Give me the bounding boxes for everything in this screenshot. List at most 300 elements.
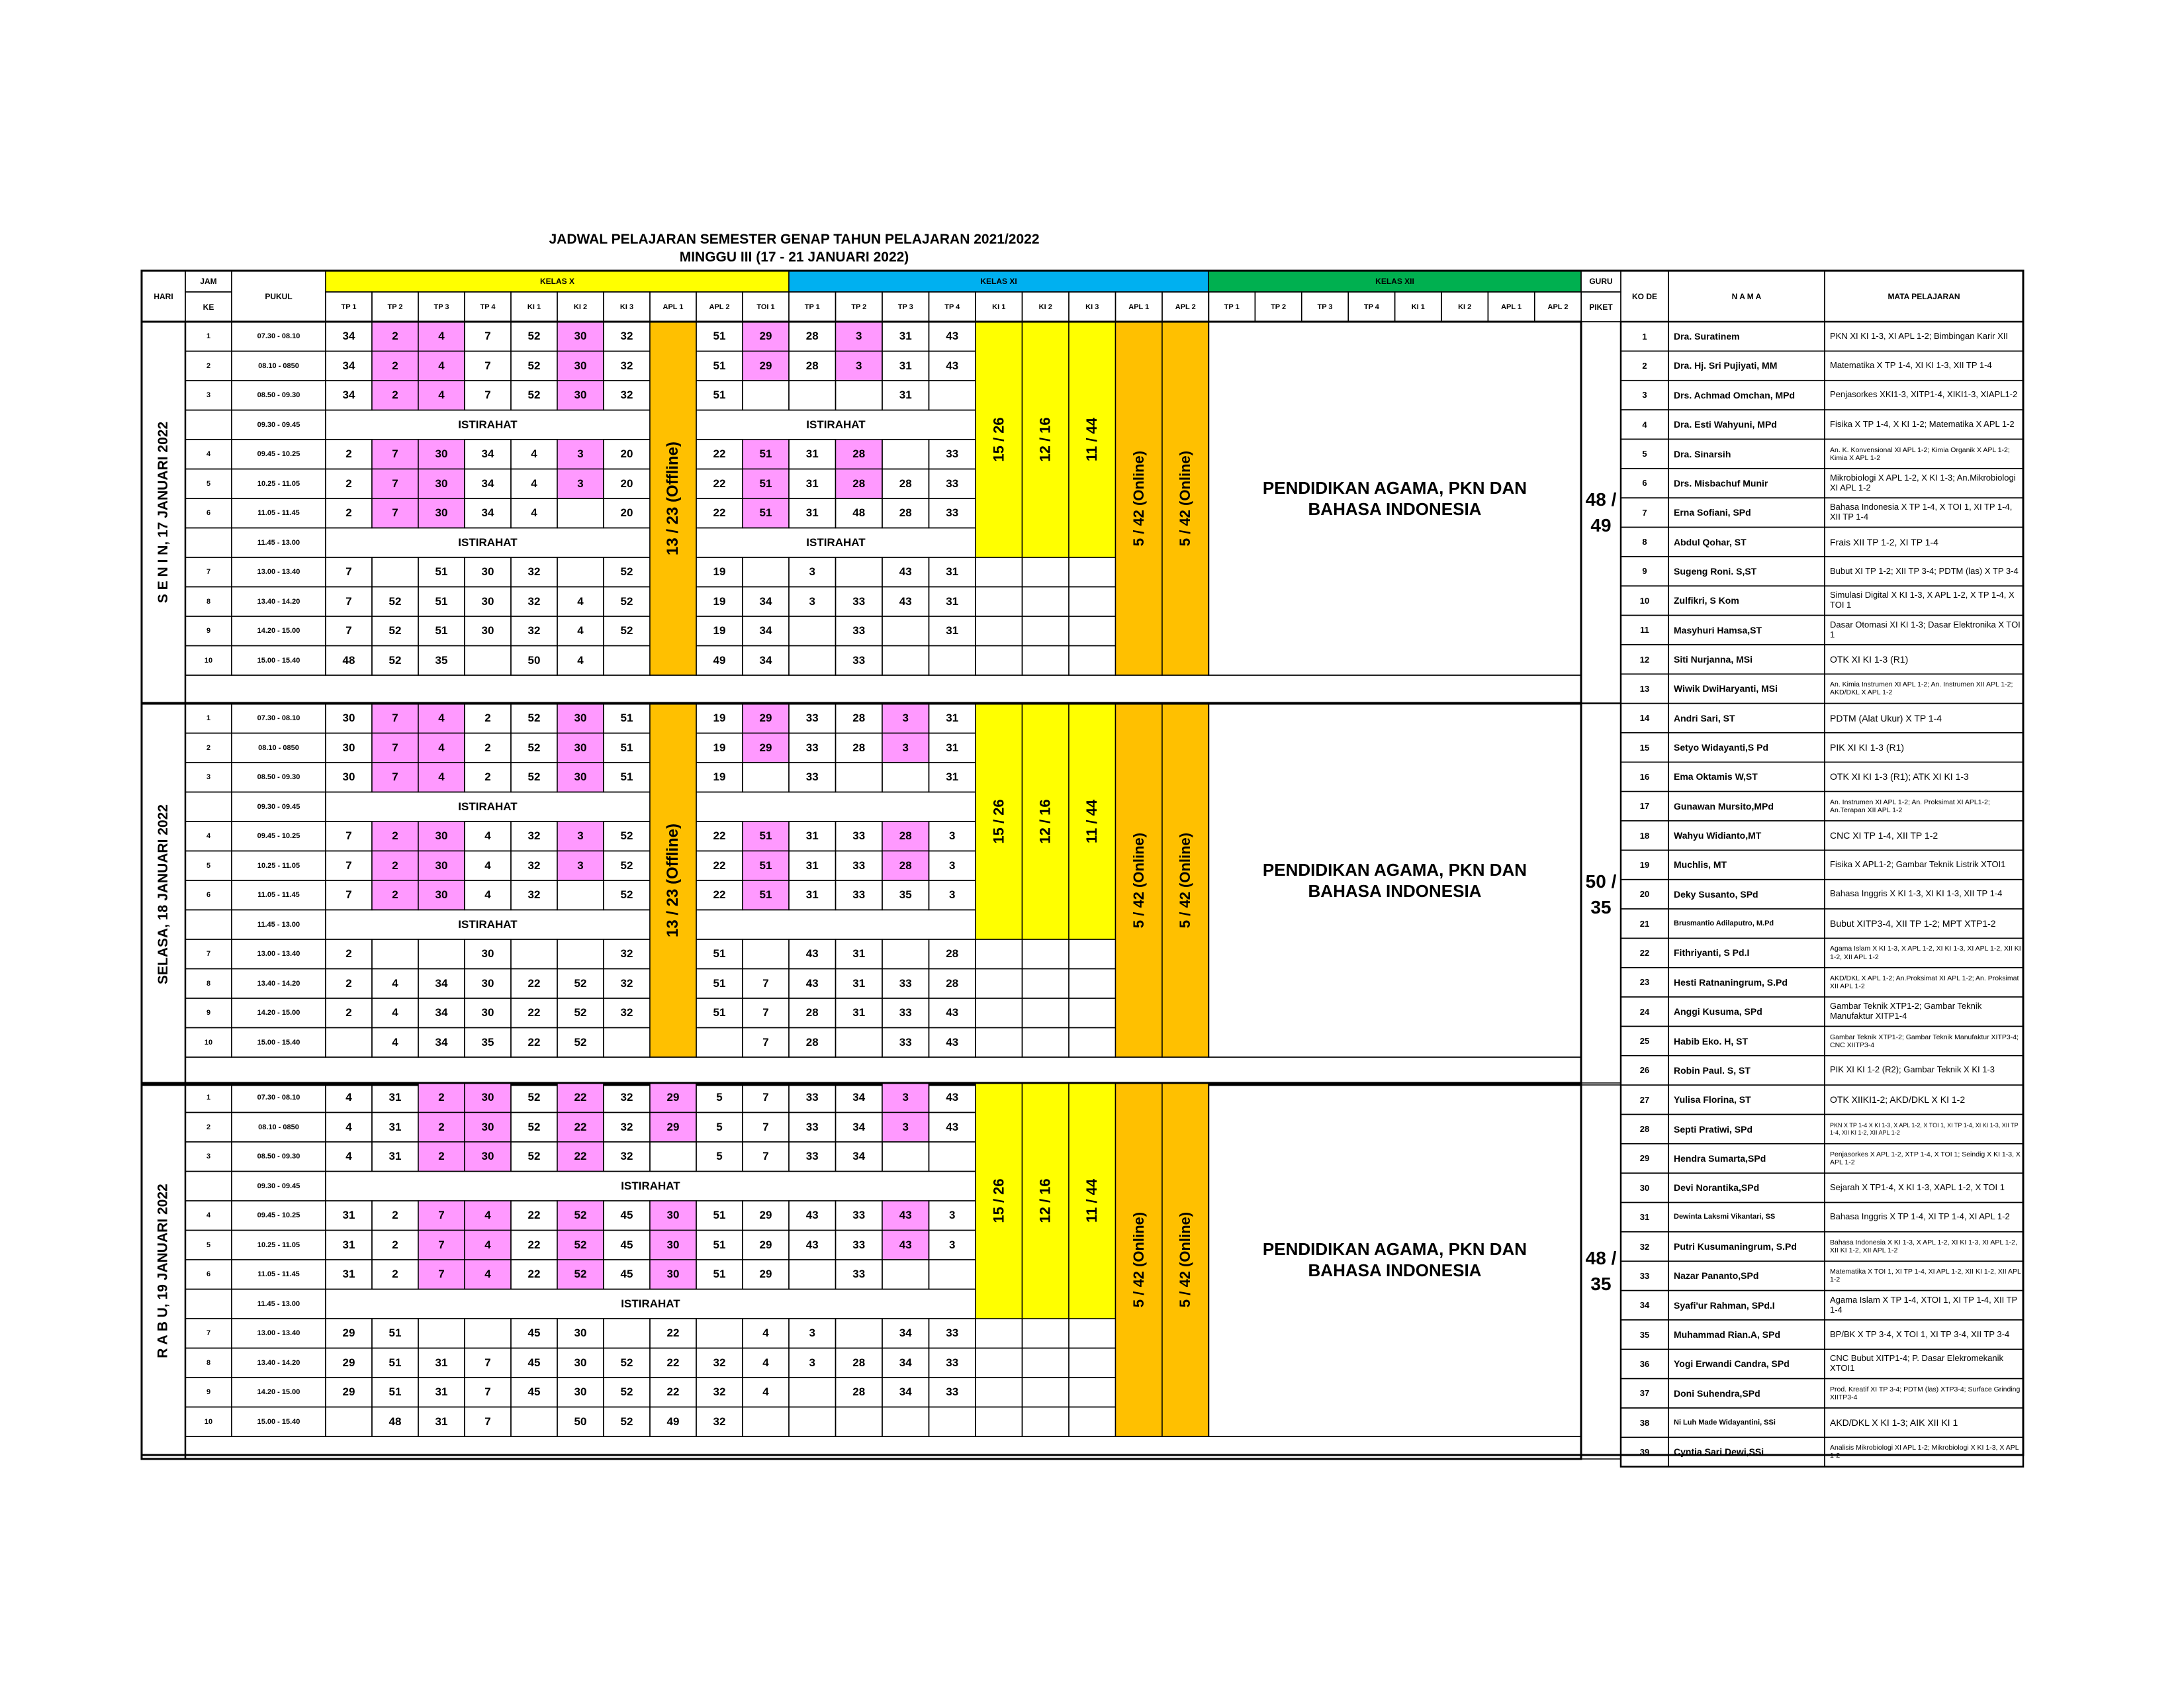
cell-border xyxy=(1069,587,1116,617)
teacher-subjects: Dasar Otomasi XI KI 1-3; Dasar Elektronika X TOI 1 xyxy=(1830,619,2021,639)
xii-merged-subject: PENDIDIKAN AGAMA, PKN DAN BAHASA INDONESIA xyxy=(1262,1239,1527,1280)
schedule-cell-x: 52 xyxy=(620,1385,633,1399)
teacher-name: Muchlis, MT xyxy=(1674,859,1727,870)
pukul: 09.30 - 09.45 xyxy=(257,420,300,429)
header-subject-x: TP 4 xyxy=(480,303,496,311)
cell-border xyxy=(1023,998,1069,1028)
schedule-cell-x: 32 xyxy=(527,594,541,608)
header-hari: HARI xyxy=(154,291,173,301)
teacher-subjects: Fisika X TP 1-4, X KI 1-2; Matematika X APL 1-2 xyxy=(1830,418,2015,429)
schedule-cell-x: 32 xyxy=(713,1385,726,1399)
teacher-subjects: PKN XI KI 1-3, XI APL 1-2; Bimbingan Karir XII xyxy=(1830,330,2009,341)
jam-ke: 10 xyxy=(204,1417,213,1426)
header-kelas-x: KELAS X xyxy=(539,277,574,286)
jam-ke: 10 xyxy=(204,656,213,665)
teacher-name: Dra. Hj. Sri Pujiyati, MM xyxy=(1674,360,1778,371)
schedule-cell-x: 4 xyxy=(484,1238,491,1251)
xii-merged-subject: PENDIDIKAN AGAMA, PKN DAN BAHASA INDONESIA xyxy=(1262,859,1527,901)
break-label-x: ISTIRAHAT xyxy=(458,800,518,813)
schedule-cell-x: 29 xyxy=(759,1209,772,1222)
guru-piket-count: 48 / 49 xyxy=(1585,489,1617,536)
schedule-cell-x: 32 xyxy=(713,1415,726,1428)
teacher-name: Wahyu Widianto,MT xyxy=(1674,830,1762,841)
cell-border xyxy=(1069,646,1116,676)
schedule-cell-xi: 33 xyxy=(946,1385,959,1399)
teacher-name: Dra. Sinarsih xyxy=(1674,448,1731,459)
schedule-cell-x: 20 xyxy=(620,477,633,490)
schedule-cell-x: 51 xyxy=(388,1356,402,1369)
schedule-cell-x: 52 xyxy=(574,1238,587,1251)
schedule-cell-x: 32 xyxy=(620,1150,633,1163)
teacher-subjects: AKD/DKL X KI 1-3; AIK XII KI 1 xyxy=(1830,1417,1958,1429)
jam-ke: 7 xyxy=(206,950,211,959)
page-subtitle: MINGGU III (17 - 21 JANUARI 2022) xyxy=(679,250,909,265)
xi-xi-ki2 xyxy=(1023,322,1069,557)
cell-border xyxy=(976,646,1023,676)
break-label-xi xyxy=(696,792,976,822)
schedule-cell-xi: 28 xyxy=(852,1385,866,1399)
pukul: 13.40 - 14.20 xyxy=(257,1358,300,1367)
xi-xi-apl2 xyxy=(1162,1083,1209,1436)
schedule-cell-x: 22 xyxy=(574,1120,587,1133)
break-label-xi: ISTIRAHAT xyxy=(806,536,866,549)
schedule-cell-x: 30 xyxy=(481,947,494,961)
cell-border xyxy=(1023,1407,1069,1437)
schedule-cell-x: 30 xyxy=(574,741,587,754)
schedule-cell-x: 7 xyxy=(438,1209,445,1222)
teacher-subjects: Fisika X APL1-2; Gambar Teknik Listrik XTOI1 xyxy=(1830,859,2006,869)
schedule-cell-x: 19 xyxy=(713,624,726,637)
header-subject-xii: TP 1 xyxy=(1224,303,1240,311)
schedule-cell-xi: 34 xyxy=(852,1091,866,1104)
schedule-cell-xi: 43 xyxy=(805,1238,819,1251)
header-subject-x: KI 3 xyxy=(619,303,634,311)
schedule-cell-x: 51 xyxy=(713,330,726,343)
jam-ke xyxy=(185,1172,232,1201)
schedule-cell-x: 2 xyxy=(438,1091,445,1104)
schedule-cell-x: 52 xyxy=(620,1415,633,1428)
xi-xi-ki1-text: 15 / 26 xyxy=(990,417,1007,462)
schedule-cell-x: 22 xyxy=(713,859,726,872)
schedule-cell-x: 7 xyxy=(392,477,398,490)
schedule-cell-xi: 28 xyxy=(899,859,912,872)
header-subject-xi: KI 2 xyxy=(1038,303,1052,311)
schedule-cell-xi: 43 xyxy=(946,1120,959,1133)
schedule-cell-x: 32 xyxy=(527,859,541,872)
schedule-cell-x: 32 xyxy=(620,1120,633,1133)
schedule-cell-x: 4 xyxy=(392,976,398,990)
schedule-cell-xi: 31 xyxy=(899,330,912,343)
schedule-cell-x: 22 xyxy=(666,1356,680,1369)
schedule-cell-x: 52 xyxy=(574,1006,587,1019)
teacher-subjects: Bahasa Indonesia X KI 1-3, X APL 1-2, XI KI 1-3, XI APL 1-2, XII KI 1-2, XII APL 1-2 xyxy=(1830,1238,2017,1255)
schedule-cell-x: 30 xyxy=(574,771,587,784)
guru-piket-count: 48 / 35 xyxy=(1585,1247,1617,1294)
pukul: 11.45 - 13.00 xyxy=(257,920,300,929)
schedule-cell-x: 34 xyxy=(342,359,355,372)
offline-merged-cell-text: 13 / 23 (Offline) xyxy=(664,441,682,556)
teacher-code: 7 xyxy=(1642,507,1647,518)
teacher-name: Drs. Misbachuf Munir xyxy=(1674,477,1768,489)
teacher-name: Dra. Esti Wahyuni, MPd xyxy=(1674,419,1777,430)
schedule-cell-xi xyxy=(789,616,836,646)
schedule-cell-xi: 3 xyxy=(856,330,862,343)
schedule-cell-x: 30 xyxy=(574,1327,587,1340)
schedule-cell-xi: 31 xyxy=(946,771,959,784)
schedule-cell-xi xyxy=(836,381,883,410)
header-subject-xii: APL 2 xyxy=(1547,303,1569,311)
schedule-cell-xi: 3 xyxy=(902,1120,909,1133)
day-label-text: S E N I N, 17 JANUARI 2022 xyxy=(156,421,171,604)
teacher-code: 37 xyxy=(1639,1388,1650,1399)
teacher-code: 3 xyxy=(1642,390,1647,400)
pukul: 09.45 - 10.25 xyxy=(257,1211,300,1220)
cell-border xyxy=(185,675,1581,703)
schedule-cell-xi: 31 xyxy=(852,1006,866,1019)
teacher-name: Dra. Suratinem xyxy=(1674,331,1740,342)
schedule-cell-x: 35 xyxy=(435,653,448,667)
break-label-x: ISTIRAHAT xyxy=(458,917,518,931)
schedule-cell-x: 31 xyxy=(435,1356,448,1369)
xi-xi-ki1 xyxy=(976,704,1023,939)
teacher-code: 34 xyxy=(1639,1300,1650,1311)
schedule-cell-x: 19 xyxy=(713,565,726,579)
pukul: 10.25 - 11.05 xyxy=(257,479,300,488)
schedule-cell-x: 7 xyxy=(392,506,398,520)
schedule-cell-x: 7 xyxy=(762,1035,769,1049)
schedule-cell-x: 52 xyxy=(527,389,541,402)
schedule-cell-x: 30 xyxy=(574,1385,587,1399)
jam-ke: 9 xyxy=(206,627,211,635)
schedule-cell-x: 34 xyxy=(342,389,355,402)
cell-border xyxy=(1069,1028,1116,1058)
schedule-cell-x: 7 xyxy=(484,1385,491,1399)
xi-xi-ki3 xyxy=(1069,1083,1116,1319)
teacher-subjects: Agama Islam X KI 1-3, X APL 1-2, XI KI 1-3, XI APL 1-2, XII KI 1-2, XII APL 1-2 xyxy=(1830,945,2021,961)
schedule-cell-x: 52 xyxy=(574,1035,587,1049)
teacher-name: Cyntia Sari Dewi,SSi xyxy=(1674,1446,1764,1458)
cell-border xyxy=(1069,939,1116,969)
schedule-cell-x: 2 xyxy=(392,1238,398,1251)
schedule-cell-x: 49 xyxy=(713,653,726,667)
schedule-cell-xi: 33 xyxy=(805,771,819,784)
schedule-cell-x: 4 xyxy=(577,653,584,667)
schedule-cell-x: 7 xyxy=(392,447,398,461)
schedule-cell-x: 51 xyxy=(435,565,448,579)
schedule-cell-x: 5 xyxy=(716,1120,723,1133)
schedule-cell-x: 22 xyxy=(713,447,726,461)
schedule-cell-x: 29 xyxy=(759,330,772,343)
header-subject-x: TOI 1 xyxy=(756,303,775,311)
schedule-cell-x: 52 xyxy=(527,330,541,343)
jam-ke xyxy=(185,792,232,822)
jam-ke: 8 xyxy=(206,597,211,606)
teacher-name: Hesti Ratnaningrum, S.Pd xyxy=(1674,976,1788,988)
schedule-cell-xi: 33 xyxy=(805,1120,819,1133)
teacher-name: Wiwik DwiHaryanti, MSi xyxy=(1674,683,1778,694)
schedule-cell-x: 32 xyxy=(713,1356,726,1369)
schedule-cell-x: 32 xyxy=(527,565,541,579)
schedule-cell-xi xyxy=(882,616,929,646)
teacher-code: 35 xyxy=(1639,1329,1650,1340)
cell-border xyxy=(1069,616,1116,646)
schedule-cell-x: 34 xyxy=(435,1006,448,1019)
schedule-cell-x: 30 xyxy=(574,330,587,343)
teacher-name: Habib Eko. H, ST xyxy=(1674,1035,1749,1047)
schedule-cell-x: 31 xyxy=(435,1385,448,1399)
schedule-cell-xi: 28 xyxy=(805,359,819,372)
pukul: 08.50 - 09.30 xyxy=(257,1152,300,1161)
teacher-name: Septi Pratiwi, SPd xyxy=(1674,1123,1753,1135)
schedule-cell-x: 30 xyxy=(666,1238,680,1251)
schedule-cell-xi xyxy=(789,1260,836,1289)
schedule-cell-xi xyxy=(836,1319,883,1348)
teacher-code: 36 xyxy=(1639,1358,1650,1369)
xi-xi-ki1-text: 15 / 26 xyxy=(990,1178,1007,1223)
schedule-cell-x: 3 xyxy=(577,477,584,490)
schedule-cell-xi: 43 xyxy=(805,1209,819,1222)
schedule-cell-x: 51 xyxy=(435,624,448,637)
pukul: 14.20 - 15.00 xyxy=(257,627,300,635)
schedule-cell-x: 31 xyxy=(342,1209,355,1222)
teacher-code: 2 xyxy=(1642,361,1647,371)
cell-border xyxy=(1023,1378,1069,1407)
schedule-cell-x: 2 xyxy=(438,1120,445,1133)
schedule-cell-x: 34 xyxy=(759,594,772,608)
teacher-code: 14 xyxy=(1639,713,1650,724)
teacher-code: 5 xyxy=(1642,449,1647,459)
schedule-cell-xi: 28 xyxy=(946,976,959,990)
schedule-cell-xi: 28 xyxy=(852,1356,866,1369)
schedule-cell-xi: 33 xyxy=(852,1209,866,1222)
schedule-cell-x: 52 xyxy=(620,565,633,579)
schedule-cell-xi: 3 xyxy=(902,1091,909,1104)
schedule-cell-xi: 31 xyxy=(946,741,959,754)
pukul: 09.30 - 09.45 xyxy=(257,802,300,811)
schedule-cell-xi: 3 xyxy=(809,565,815,579)
teacher-name: Ema Oktamis W,ST xyxy=(1674,771,1758,782)
schedule-cell-x: 51 xyxy=(388,1327,402,1340)
schedule-cell-x: 4 xyxy=(762,1327,769,1340)
header-subject-xi: TP 2 xyxy=(851,303,867,311)
schedule-cell-x: 50 xyxy=(574,1415,587,1428)
schedule-cell-x: 30 xyxy=(574,389,587,402)
header-subject-x: APL 2 xyxy=(709,303,730,311)
schedule-cell-x: 7 xyxy=(392,741,398,754)
schedule-cell-xi: 43 xyxy=(946,330,959,343)
schedule-cell-xi: 31 xyxy=(946,712,959,725)
schedule-cell-x: 30 xyxy=(435,888,448,902)
schedule-cell-x: 3 xyxy=(577,447,584,461)
teacher-code: 16 xyxy=(1639,771,1650,782)
schedule-cell-xi: 3 xyxy=(949,1238,956,1251)
teacher-subjects: BP/BK X TP 3-4, X TOI 1, XI TP 3-4, XII TP 3-4 xyxy=(1830,1329,2010,1339)
break-label-x: ISTIRAHAT xyxy=(458,418,518,431)
schedule-cell-x: 48 xyxy=(342,653,355,667)
teacher-code: 24 xyxy=(1639,1006,1650,1017)
schedule-cell-x: 32 xyxy=(620,1091,633,1104)
teacher-code: 17 xyxy=(1639,801,1650,812)
schedule-cell-x xyxy=(743,1407,789,1437)
teacher-code: 12 xyxy=(1639,654,1650,665)
cell-border xyxy=(976,616,1023,646)
schedule-cell-xi: 43 xyxy=(899,565,912,579)
schedule-cell-x: 7 xyxy=(484,359,491,372)
header-pukul: PUKUL xyxy=(265,291,293,301)
schedule-cell-x: 4 xyxy=(577,624,584,637)
cell-border xyxy=(976,1348,1023,1378)
schedule-cell-x: 52 xyxy=(620,1356,633,1369)
schedule-cell-x: 2 xyxy=(345,976,352,990)
teacher-code: 29 xyxy=(1639,1153,1650,1164)
teacher-code: 13 xyxy=(1639,683,1650,694)
teacher-code: 8 xyxy=(1642,537,1647,547)
schedule-cell-xi: 31 xyxy=(852,976,866,990)
schedule-cell-x: 30 xyxy=(481,565,494,579)
xi-xi-ki1 xyxy=(976,1083,1023,1319)
schedule-cell-x: 2 xyxy=(438,1150,445,1163)
xi-xi-ki3-text: 11 / 44 xyxy=(1083,799,1101,844)
schedule-cell-x: 22 xyxy=(527,1035,541,1049)
header-subject-xii: APL 1 xyxy=(1501,303,1522,311)
schedule-cell-x: 52 xyxy=(574,1268,587,1281)
schedule-cell-x: 7 xyxy=(345,624,352,637)
schedule-cell-xi: 33 xyxy=(805,741,819,754)
teacher-code: 31 xyxy=(1639,1212,1650,1223)
teacher-name: Anggi Kusuma, SPd xyxy=(1674,1006,1762,1017)
teacher-name: Nazar Pananto,SPd xyxy=(1674,1270,1759,1282)
schedule-cell-x: 51 xyxy=(435,594,448,608)
schedule-cell-xi xyxy=(789,1407,836,1437)
schedule-cell-x: 29 xyxy=(342,1385,355,1399)
schedule-cell-xi: 3 xyxy=(949,1209,956,1222)
teacher-name: Robin Paul. S, ST xyxy=(1674,1064,1751,1076)
schedule-cell-x: 4 xyxy=(531,506,537,520)
pukul: 07.30 - 08.10 xyxy=(257,332,300,341)
schedule-cell-xi: 33 xyxy=(899,1035,912,1049)
schedule-cell-xi xyxy=(789,1378,836,1407)
schedule-cell-x: 51 xyxy=(713,359,726,372)
pukul: 08.50 - 09.30 xyxy=(257,773,300,782)
schedule-cell-xi: 33 xyxy=(946,1356,959,1369)
schedule-cell-x xyxy=(604,1028,650,1058)
schedule-cell-xi: 3 xyxy=(949,888,956,902)
schedule-cell-x: 52 xyxy=(527,359,541,372)
schedule-cell-xi: 43 xyxy=(946,1091,959,1104)
teacher-subjects: Penjasorkes X APL 1-2, XTP 1-4, X TOI 1; Seindig X KI 1-3, X APL 1-2 xyxy=(1830,1150,2021,1166)
schedule-cell-x: 51 xyxy=(759,859,772,872)
schedule-cell-x xyxy=(743,763,789,792)
teacher-subjects: Bubut XI TP 1-2; XII TP 3-4; PDTM (las) X TP 3-4 xyxy=(1830,565,2019,576)
schedule-cell-x: 52 xyxy=(388,653,402,667)
header-subject-x: TP 2 xyxy=(387,303,403,311)
teacher-subjects: OTK XI KI 1-3 (R1); ATK XI KI 1-3 xyxy=(1830,771,1969,782)
schedule-cell-xi xyxy=(836,763,883,792)
schedule-cell-x: 34 xyxy=(342,330,355,343)
cell-border xyxy=(1069,1378,1116,1407)
teacher-subjects: PDTM (Alat Ukur) X TP 1-4 xyxy=(1830,712,1942,724)
jam-ke: 5 xyxy=(206,1241,211,1249)
schedule-cell-xi: 3 xyxy=(809,1327,815,1340)
cell-border xyxy=(1069,969,1116,999)
schedule-cell-x: 52 xyxy=(620,888,633,902)
teacher-code: 23 xyxy=(1639,977,1650,988)
schedule-cell-xi xyxy=(929,1407,976,1437)
schedule-cell-x: 51 xyxy=(713,389,726,402)
schedule-cell-x: 51 xyxy=(713,1006,726,1019)
teacher-name: Hendra Sumarta,SPd xyxy=(1674,1152,1766,1164)
schedule-cell-x: 4 xyxy=(438,359,445,372)
schedule-cell-xi: 28 xyxy=(805,330,819,343)
pukul: 11.05 - 11.45 xyxy=(257,509,300,518)
schedule-cell-x: 32 xyxy=(620,389,633,402)
schedule-cell-x: 51 xyxy=(759,888,772,902)
teacher-name: Brusmantio Adilaputro, M.Pd xyxy=(1674,919,1774,927)
schedule-cell-x: 31 xyxy=(435,1415,448,1428)
schedule-cell-x: 7 xyxy=(484,330,491,343)
schedule-cell-xi: 34 xyxy=(852,1150,866,1163)
schedule-cell-x: 22 xyxy=(666,1385,680,1399)
schedule-cell-xi: 3 xyxy=(856,359,862,372)
schedule-cell-x: 2 xyxy=(392,829,398,843)
schedule-cell-xi: 28 xyxy=(899,506,912,520)
schedule-cell-x: 4 xyxy=(392,1006,398,1019)
schedule-cell-x: 7 xyxy=(762,1091,769,1104)
schedule-cell-x xyxy=(557,498,604,528)
schedule-cell-x: 7 xyxy=(484,389,491,402)
schedule-cell-xi xyxy=(882,1260,929,1289)
schedule-cell-x: 5 xyxy=(716,1091,723,1104)
jam-ke: 3 xyxy=(206,391,211,400)
jam-ke: 5 xyxy=(206,861,211,870)
header-jam: JAM xyxy=(200,277,217,286)
schedule-cell-x xyxy=(604,646,650,676)
jam-ke: 9 xyxy=(206,1388,211,1397)
xi-xi-apl1-text: 5 / 42 (Online) xyxy=(1130,450,1147,547)
header-subject-x: KI 2 xyxy=(573,303,588,311)
pukul: 15.00 - 15.40 xyxy=(257,656,300,665)
teacher-code: 25 xyxy=(1639,1036,1650,1047)
schedule-cell-x: 19 xyxy=(713,771,726,784)
header-ke: KE xyxy=(203,302,214,312)
schedule-cell-x: 7 xyxy=(762,1006,769,1019)
guru-piket-count: 50 / 35 xyxy=(1585,870,1617,917)
schedule-cell-x: 7 xyxy=(345,829,352,843)
teacher-name: Devi Norantika,SPd xyxy=(1674,1182,1760,1194)
schedule-cell-x: 5 xyxy=(716,1150,723,1163)
schedule-cell-x: 4 xyxy=(484,829,491,843)
schedule-cell-x: 4 xyxy=(438,330,445,343)
schedule-cell-x: 30 xyxy=(342,771,355,784)
schedule-cell-xi: 43 xyxy=(899,1238,912,1251)
schedule-cell-x: 2 xyxy=(484,771,491,784)
cell-border xyxy=(1023,1348,1069,1378)
header-kelas-xii: KELAS XII xyxy=(1375,277,1414,286)
cell-border xyxy=(1023,1319,1069,1348)
schedule-cell-x: 4 xyxy=(438,712,445,725)
teacher-name: Yulisa Florina, ST xyxy=(1674,1094,1751,1105)
teacher-subjects: PIK XI KI 1-3 (R1) xyxy=(1830,742,1905,753)
schedule-cell-xi: 33 xyxy=(852,594,866,608)
teacher-code: 1 xyxy=(1642,331,1647,342)
jam-ke: 5 xyxy=(206,479,211,488)
day-label-text: R A B U, 19 JANUARI 2022 xyxy=(156,1184,171,1358)
schedule-cell-xi: 33 xyxy=(852,653,866,667)
teacher-name: Muhammad Rian.A, SPd xyxy=(1674,1329,1781,1340)
cell-border xyxy=(976,969,1023,999)
schedule-cell-xi: 28 xyxy=(852,741,866,754)
teacher-subjects: Simulasi Digital X KI 1-3, X APL 1-2, X TP 1-4, X TOI 1 xyxy=(1830,590,2015,610)
